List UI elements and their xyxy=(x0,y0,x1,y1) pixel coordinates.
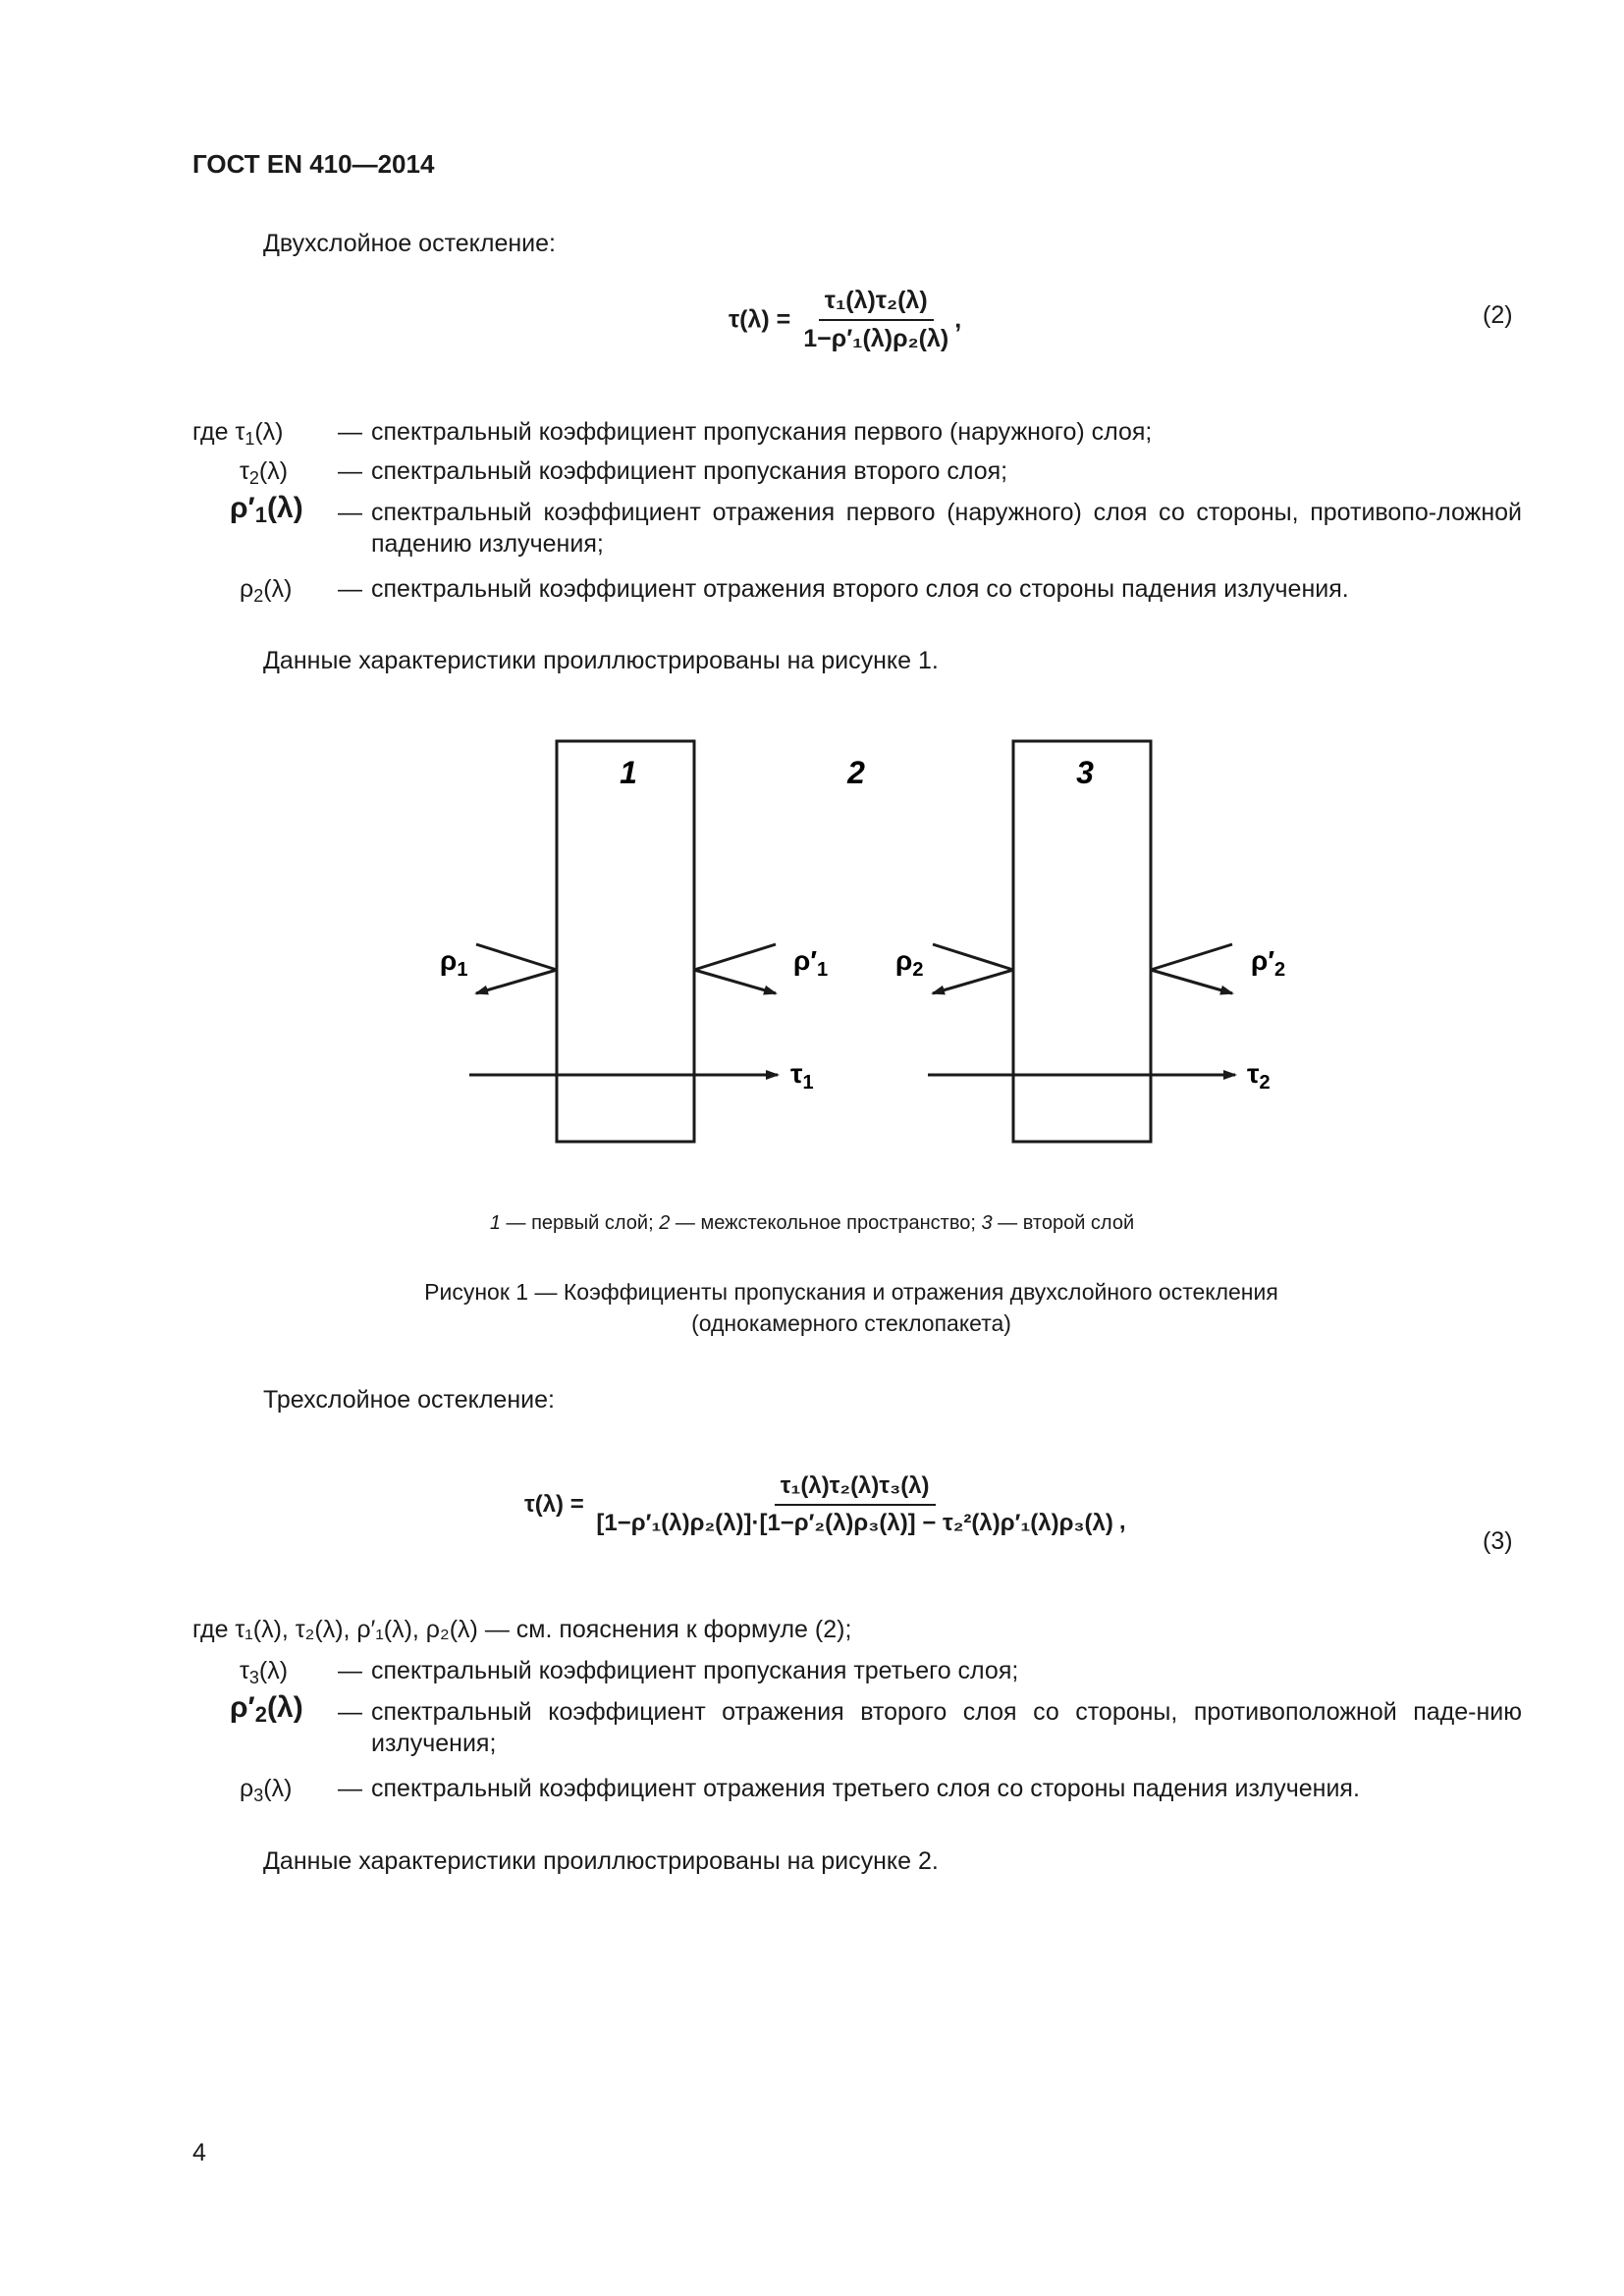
definition-text: спектральный коэффициент отражения второго слоя со стороны, противоположной паде-нию излучения; xyxy=(371,1698,1522,1757)
formula-3-where-line: где τ₁(λ), τ₂(λ), ρ′₁(λ), ρ₂(λ) — см. пояснения к формуле (2); xyxy=(192,1616,852,1643)
tau1-label: $\tau_1$ xyxy=(790,1058,814,1094)
definition-dash: — xyxy=(338,1698,362,1726)
formula-2-denominator: 1−ρ′₁(λ)ρ₂(λ) xyxy=(803,325,949,352)
definition-argument: (λ) xyxy=(258,457,289,485)
definition-symbol: τ xyxy=(240,457,249,485)
pane-2-rect xyxy=(1013,741,1151,1142)
definition-subscript: 2 xyxy=(253,586,264,606)
rho2-label: $\rho_2$ xyxy=(895,945,924,981)
incident-ray-2 xyxy=(933,944,1013,970)
caption-line-1: Рисунок 1 — Коэффициенты пропускания и отражения двухслойного остекления xyxy=(424,1279,1278,1305)
where-word: где xyxy=(192,418,229,446)
definition-row xyxy=(192,573,1522,613)
definition-argument: (λ) xyxy=(258,1657,289,1684)
figure-2-reference: Данные характеристики проиллюстрированы на рисунке 2. xyxy=(263,1847,939,1875)
formula-3-comma: , xyxy=(1118,1508,1126,1535)
rho2-prime-label: $\rho'_2$ xyxy=(1251,945,1286,981)
incident-ray-1-back xyxy=(694,944,776,970)
definition-subscript: 2 xyxy=(254,1702,268,1727)
legend-key-1: 1 xyxy=(489,1212,501,1234)
formula-3-denominator: [1−ρ′₁(λ)ρ₂(λ)]·[1−ρ′₂(λ)ρ₃(λ)] − τ₂²(λ)ρ′₁(λ)ρ₃(λ) xyxy=(596,1510,1113,1536)
definition-dash: — xyxy=(338,1657,362,1684)
formula-2-definitions xyxy=(192,416,1522,613)
legend-key-3: 3 xyxy=(981,1212,993,1234)
definition-dash: — xyxy=(338,499,362,526)
caption-line-2: (однокамерного стеклопакета) xyxy=(691,1310,1011,1336)
figure-1-legend xyxy=(0,1212,1624,1235)
formula-2-fraction xyxy=(797,287,954,353)
definition-symbol: ρ xyxy=(240,575,254,603)
definition-text: спектральный коэффициент отражения первого (наружного) слоя со стороны, противопо-ложной падению излучения; xyxy=(371,499,1522,558)
formula-2 xyxy=(729,287,961,353)
reflected-ray-rho2-prime xyxy=(1151,970,1232,993)
definition-text: спектральный коэффициент пропускания первого (наружного) слоя; xyxy=(371,418,1153,446)
double-glazing-intro: Двухслойное остекление: xyxy=(263,230,556,257)
definition-text: спектральный коэффициент пропускания второго слоя; xyxy=(371,457,1008,485)
incident-ray-2-back xyxy=(1151,944,1232,970)
page-number: 4 xyxy=(192,2139,206,2166)
definition-dash: — xyxy=(338,457,362,485)
formula-2-comma: , xyxy=(954,305,962,334)
reflected-ray-rho1 xyxy=(476,970,557,993)
formula-2-numerator: τ₁(λ)τ₂(λ) xyxy=(819,287,934,321)
reflected-ray-rho1-prime xyxy=(694,970,776,993)
definition-subscript: 1 xyxy=(244,429,255,449)
legend-key-2: 2 xyxy=(659,1212,671,1234)
formula-2-lhs: τ(λ) = xyxy=(729,305,791,334)
definition-row xyxy=(192,455,1522,497)
gap-label: 2 xyxy=(847,755,865,790)
definition-row xyxy=(192,416,1522,455)
definition-subscript: 3 xyxy=(248,1668,259,1687)
definition-row xyxy=(192,1691,1522,1773)
definition-subscript: 3 xyxy=(253,1786,264,1805)
definition-row xyxy=(192,492,1522,573)
rho1-prime-label: $\rho'_1$ xyxy=(793,945,829,981)
definition-text: спектральный коэффициент отражения третьего слоя со стороны падения излучения. xyxy=(371,1775,1360,1802)
pane-1-rect xyxy=(557,741,694,1142)
incident-ray-1 xyxy=(476,944,557,970)
figure-1-diagram xyxy=(432,726,1296,1158)
definition-dash: — xyxy=(338,418,362,446)
formula-3-fraction xyxy=(590,1472,1118,1537)
definition-symbol: τ xyxy=(240,1657,249,1684)
definition-dash: — xyxy=(338,1775,362,1802)
definition-argument: (λ) xyxy=(263,1775,293,1802)
tau2-label: $\tau_2$ xyxy=(1247,1058,1271,1094)
figure-1-caption xyxy=(0,1276,1624,1339)
definition-symbol: τ xyxy=(235,418,245,446)
formula-3-lhs: τ(λ) = xyxy=(524,1491,584,1518)
definition-symbol: ρ′ xyxy=(230,492,255,524)
definition-subscript: 1 xyxy=(254,503,268,527)
legend-text-3: — второй слой xyxy=(992,1212,1135,1234)
pane-1-label: 1 xyxy=(620,755,637,790)
definition-argument: (λ) xyxy=(267,492,303,524)
equation-number-3: (3) xyxy=(1483,1527,1513,1555)
document-header: ГОСТ EN 410—2014 xyxy=(192,149,435,179)
definition-subscript: 2 xyxy=(248,468,259,488)
pane-2-label: 3 xyxy=(1076,755,1094,790)
legend-text-2: — межстекольное пространство; xyxy=(670,1212,982,1234)
definition-argument: (λ) xyxy=(254,418,284,446)
figure-1-reference: Данные характеристики проиллюстрированы на рисунке 1. xyxy=(263,647,939,674)
equation-number-2: (2) xyxy=(1483,301,1513,329)
definition-text: спектральный коэффициент отражения второго слоя со стороны падения излучения. xyxy=(371,575,1349,603)
definition-argument: (λ) xyxy=(263,575,293,603)
definition-argument: (λ) xyxy=(267,1691,303,1724)
definition-dash: — xyxy=(338,575,362,603)
formula-3-definitions xyxy=(192,1655,1522,1812)
legend-text-1: — первый слой; xyxy=(500,1212,660,1234)
rho1-label: $\rho_1$ xyxy=(440,945,468,981)
definition-symbol: ρ xyxy=(240,1775,254,1802)
definition-text: спектральный коэффициент пропускания третьего слоя; xyxy=(371,1657,1019,1684)
triple-glazing-intro: Трехслойное остекление: xyxy=(263,1386,555,1414)
definition-row xyxy=(192,1655,1522,1696)
reflected-ray-rho2 xyxy=(933,970,1013,993)
formula-3-numerator: τ₁(λ)τ₂(λ)τ₃(λ) xyxy=(775,1472,936,1506)
formula-3 xyxy=(524,1472,1126,1537)
definition-row xyxy=(192,1773,1522,1812)
definition-symbol: ρ′ xyxy=(230,1691,255,1724)
